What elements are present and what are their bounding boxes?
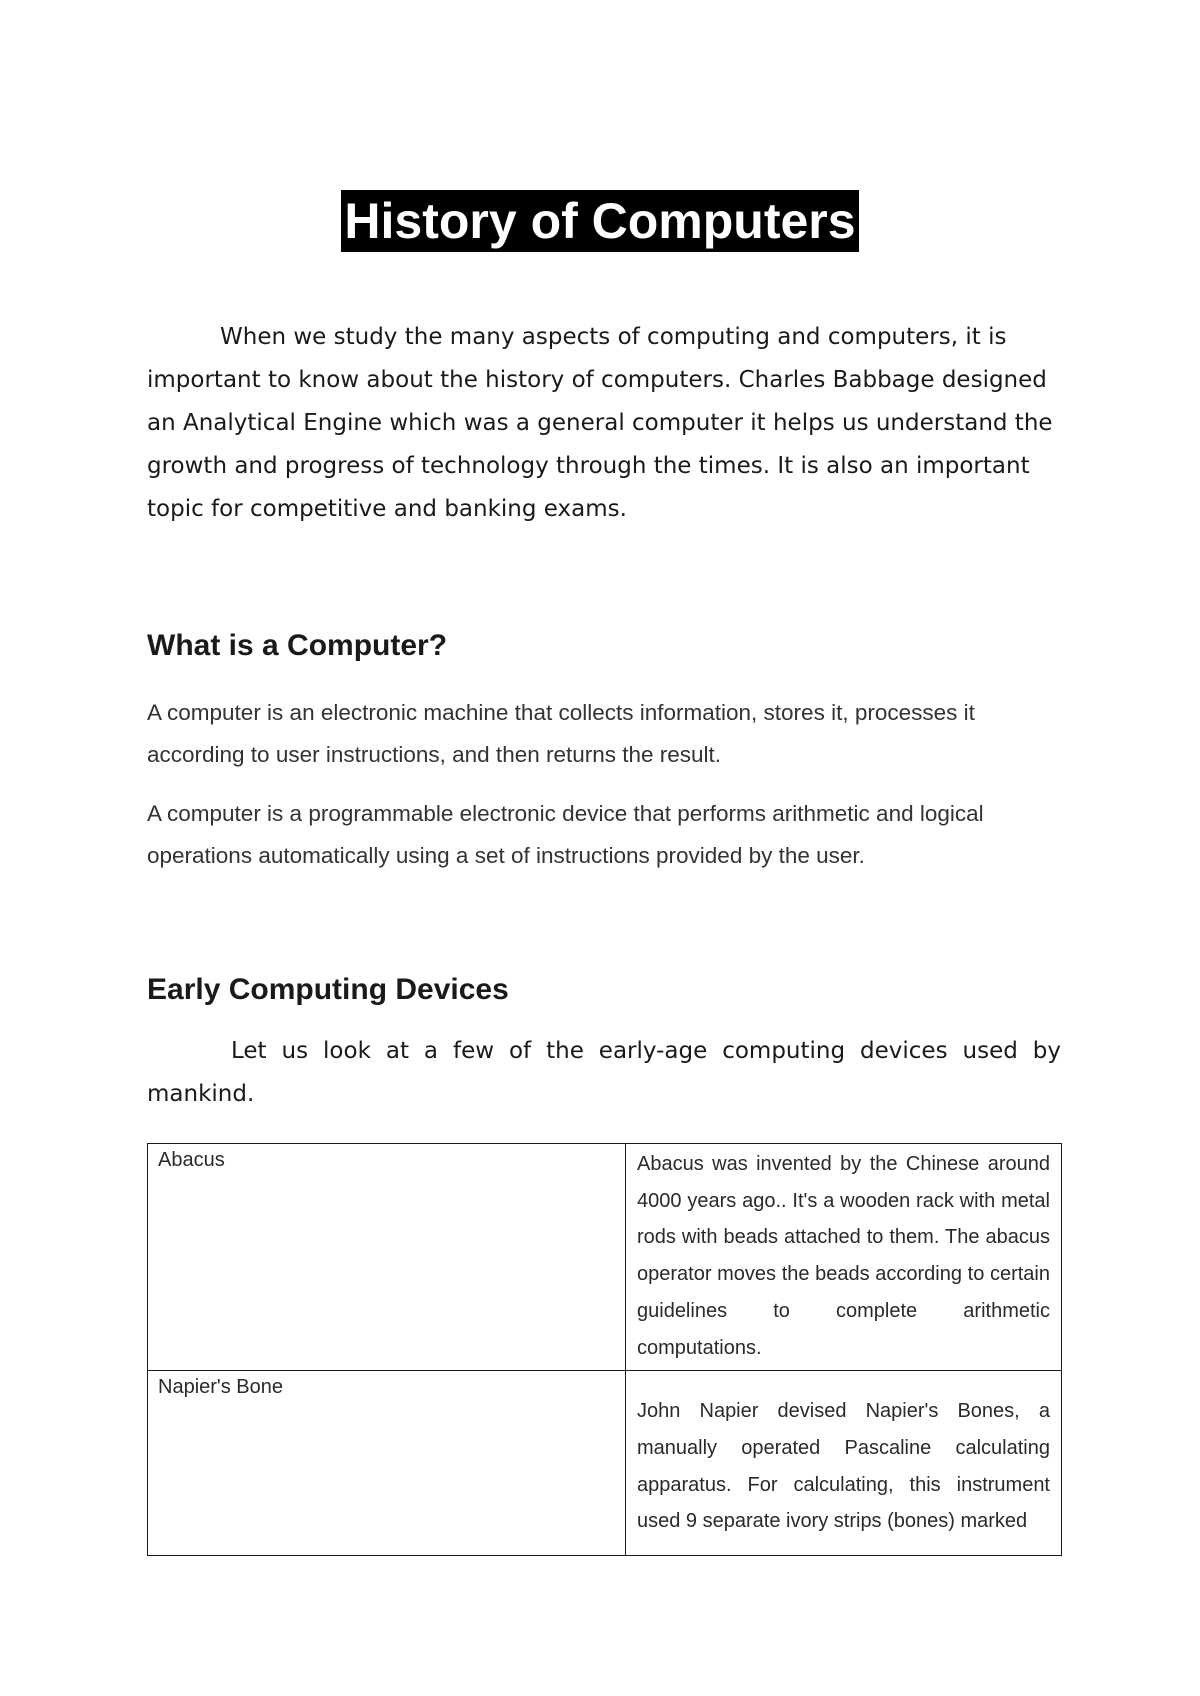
device-description-cell: John Napier devised Napier's Bones, a manually operated Pascaline calculating apparatus. For calculating, this instrument used 9 separate ivory strips (bones) marked	[626, 1371, 1062, 1556]
early-devices-lead: Let us look at a few of the early-age computing devices used by mankind.	[147, 1038, 1061, 1107]
device-name-cell: Abacus	[148, 1144, 626, 1371]
table-row	[148, 1371, 1062, 1556]
computer-definition-2: A computer is a programmable electronic device that performs arithmetic and logical operations automatically using a set of instructions provided by the user.	[147, 801, 984, 868]
early-devices-heading: Early Computing Devices	[147, 973, 509, 1006]
device-name-cell: Napier's Bone	[148, 1371, 626, 1556]
title-wrapper	[0, 190, 1200, 252]
page-title: History of Computers	[341, 190, 858, 252]
computer-definition-1: A computer is an electronic machine that collects information, stores it, processes it according to user instructions, and then returns the result.	[147, 700, 975, 767]
intro-paragraph: When we study the many aspects of computing and computers, it is important to know about the history of computers. Charles Babbage designed an Analytical Engine which was a general computer it helps us understand the growth and progress of technology through the times. It is also an important topic for competitive and banking exams.	[147, 324, 1053, 522]
table-row	[148, 1144, 1062, 1371]
device-description-cell: Abacus was invented by the Chinese around 4000 years ago.. It's a wooden rack with metal rods with beads attached to them. The abacus operator moves the beads according to certain guidelines to complete arithmetic computations.	[626, 1144, 1062, 1371]
devices-table	[147, 1143, 1062, 1556]
what-is-computer-heading: What is a Computer?	[147, 629, 448, 662]
